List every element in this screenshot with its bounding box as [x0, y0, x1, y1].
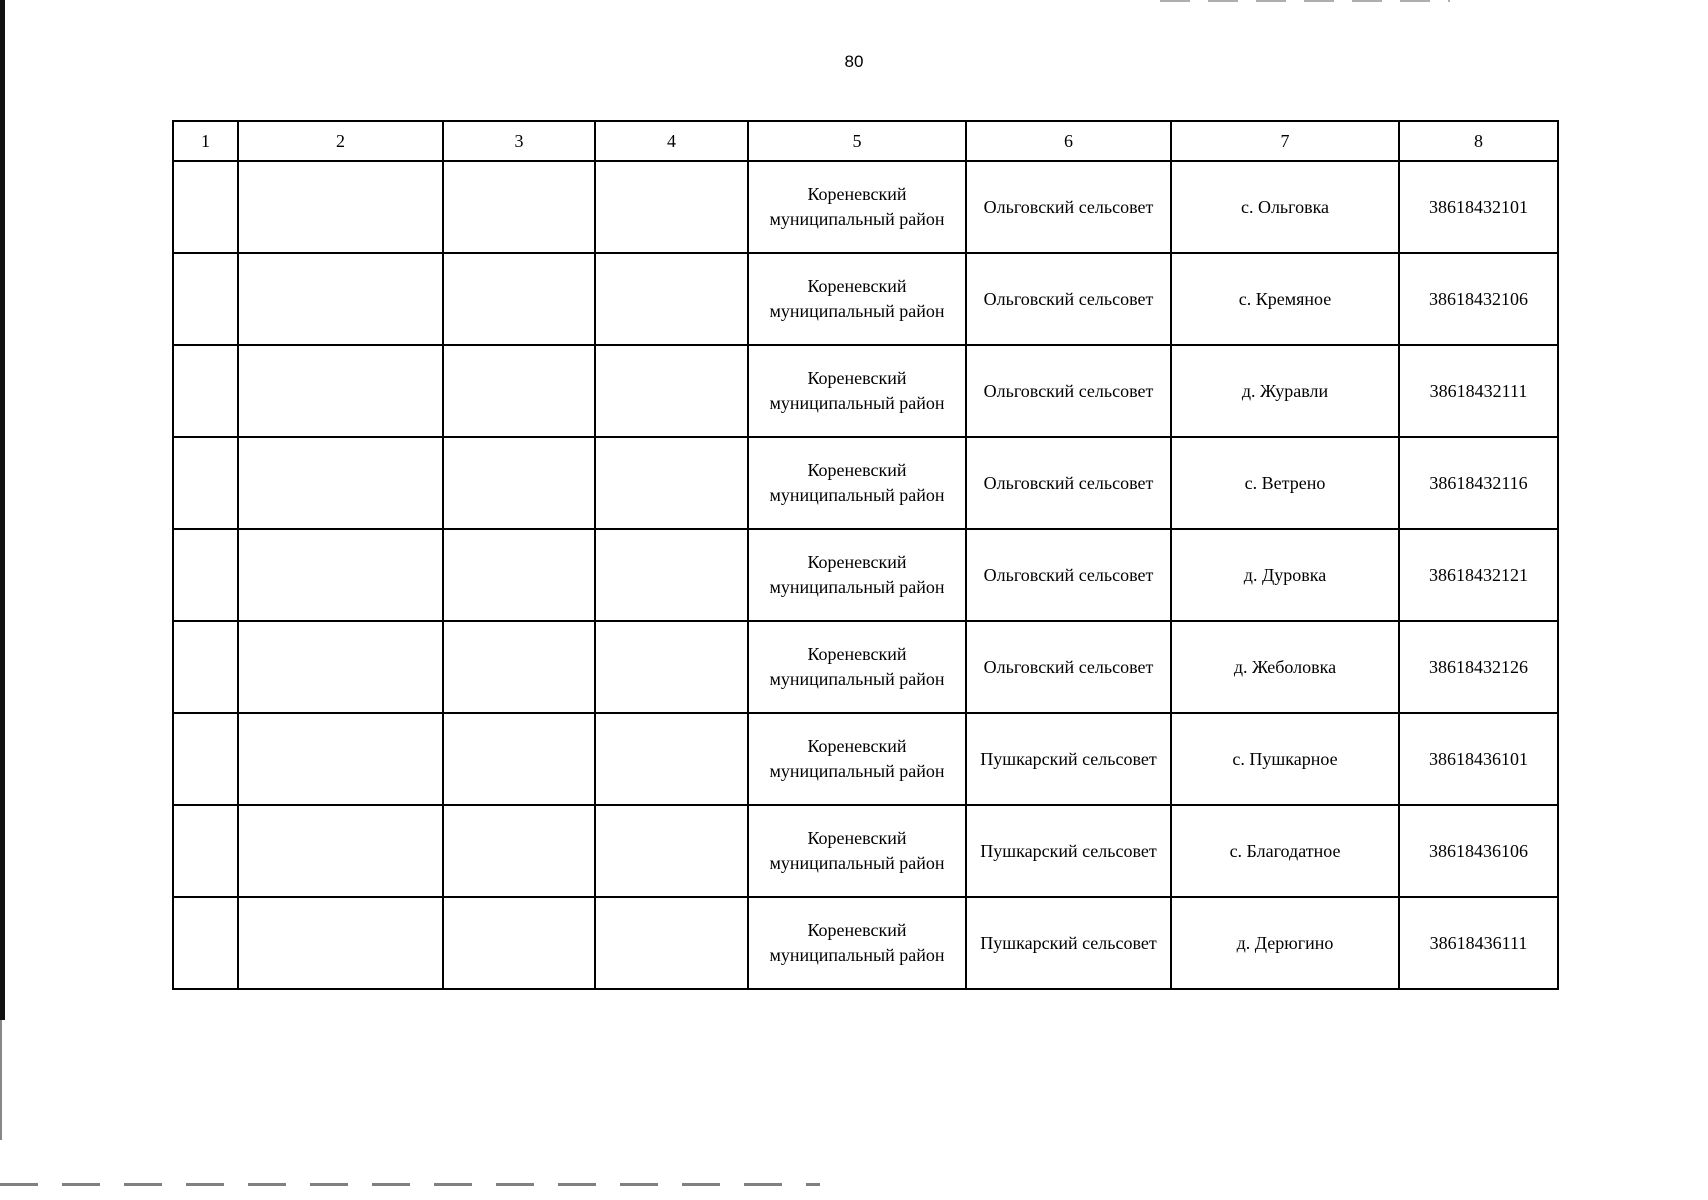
cell-col-1: [173, 345, 238, 437]
cell-col-2: [238, 161, 443, 253]
cell-col-4: [595, 437, 748, 529]
municipal-district-cell: [748, 161, 966, 253]
cell-col-1: [173, 897, 238, 989]
column-header-5: 5: [748, 121, 966, 161]
selsovet-cell: Ольговский сельсовет: [966, 621, 1171, 713]
settlement-cell: с. Пушкарное: [1171, 713, 1399, 805]
oktmo-code-cell: 38618432101: [1399, 161, 1558, 253]
oktmo-code-cell: 38618436101: [1399, 713, 1558, 805]
district-name: Кореневский: [807, 276, 907, 296]
column-header-8: 8: [1399, 121, 1558, 161]
cell-col-3: [443, 897, 595, 989]
table-row: [173, 897, 1558, 989]
cell-col-1: [173, 621, 238, 713]
cell-col-3: [443, 437, 595, 529]
settlement-cell: д. Журавли: [1171, 345, 1399, 437]
district-type: муниципальный район: [769, 577, 945, 597]
municipal-district-cell: [748, 621, 966, 713]
district-name: Кореневский: [807, 736, 907, 756]
oktmo-code-cell: 38618432121: [1399, 529, 1558, 621]
cell-col-4: [595, 345, 748, 437]
cell-col-3: [443, 161, 595, 253]
column-header-2: 2: [238, 121, 443, 161]
table-row: [173, 529, 1558, 621]
municipal-district-cell: [748, 897, 966, 989]
column-header-1: 1: [173, 121, 238, 161]
cell-col-2: [238, 529, 443, 621]
column-header-3: 3: [443, 121, 595, 161]
cell-col-4: [595, 253, 748, 345]
cell-col-2: [238, 621, 443, 713]
table-row: [173, 621, 1558, 713]
selsovet-cell: Ольговский сельсовет: [966, 529, 1171, 621]
municipal-district-cell: [748, 529, 966, 621]
municipal-district-cell: [748, 713, 966, 805]
oktmo-code-cell: 38618432111: [1399, 345, 1558, 437]
district-type: муниципальный район: [769, 209, 945, 229]
selsovet-cell: Пушкарский сельсовет: [966, 713, 1171, 805]
page-number: 80: [844, 52, 864, 71]
district-type: муниципальный район: [769, 945, 945, 965]
district-type: муниципальный район: [769, 393, 945, 413]
cell-col-2: [238, 897, 443, 989]
cell-col-2: [238, 437, 443, 529]
cell-col-2: [238, 805, 443, 897]
cell-col-4: [595, 713, 748, 805]
district-name: Кореневский: [807, 920, 907, 940]
district-name: Кореневский: [807, 184, 907, 204]
table-row: [173, 253, 1558, 345]
cell-col-1: [173, 161, 238, 253]
selsovet-cell: Ольговский сельсовет: [966, 345, 1171, 437]
cell-col-3: [443, 713, 595, 805]
column-header-6: 6: [966, 121, 1171, 161]
cell-col-2: [238, 345, 443, 437]
scan-left-edge: [0, 0, 5, 1020]
selsovet-cell: Ольговский сельсовет: [966, 253, 1171, 345]
settlement-cell: с. Ольговка: [1171, 161, 1399, 253]
cell-col-4: [595, 897, 748, 989]
register-table: [172, 120, 1559, 990]
selsovet-cell: Пушкарский сельсовет: [966, 805, 1171, 897]
cell-col-1: [173, 713, 238, 805]
municipal-district-cell: [748, 345, 966, 437]
cell-col-3: [443, 253, 595, 345]
oktmo-code-cell: 38618432116: [1399, 437, 1558, 529]
column-header-7: 7: [1171, 121, 1399, 161]
column-header-4: 4: [595, 121, 748, 161]
district-type: муниципальный район: [769, 485, 945, 505]
table-row: [173, 437, 1558, 529]
oktmo-code-cell: 38618436111: [1399, 897, 1558, 989]
district-type: муниципальный район: [769, 301, 945, 321]
cell-col-1: [173, 805, 238, 897]
table-row: [173, 345, 1558, 437]
cell-col-4: [595, 621, 748, 713]
cell-col-3: [443, 529, 595, 621]
oktmo-code-cell: 38618432106: [1399, 253, 1558, 345]
district-name: Кореневский: [807, 644, 907, 664]
district-name: Кореневский: [807, 552, 907, 572]
district-name: Кореневский: [807, 460, 907, 480]
cell-col-4: [595, 161, 748, 253]
district-type: муниципальный район: [769, 669, 945, 689]
municipal-district-cell: [748, 253, 966, 345]
table-row: [173, 805, 1558, 897]
scan-top-artifact: [1160, 0, 1450, 2]
cell-col-2: [238, 253, 443, 345]
cell-col-3: [443, 345, 595, 437]
oktmo-code-cell: 38618436106: [1399, 805, 1558, 897]
settlement-cell: с. Благодатное: [1171, 805, 1399, 897]
cell-col-1: [173, 529, 238, 621]
table-header-row: [173, 121, 1558, 161]
scan-bottom-artifact: [0, 1183, 820, 1186]
district-type: муниципальный район: [769, 853, 945, 873]
district-name: Кореневский: [807, 368, 907, 388]
settlement-cell: с. Кремяное: [1171, 253, 1399, 345]
settlement-cell: д. Жеболовка: [1171, 621, 1399, 713]
cell-col-4: [595, 805, 748, 897]
municipal-district-cell: [748, 437, 966, 529]
cell-col-4: [595, 529, 748, 621]
cell-col-3: [443, 621, 595, 713]
selsovet-cell: Ольговский сельсовет: [966, 161, 1171, 253]
oktmo-code-cell: 38618432126: [1399, 621, 1558, 713]
municipal-district-cell: [748, 805, 966, 897]
table-row: [173, 713, 1558, 805]
cell-col-1: [173, 437, 238, 529]
settlement-cell: с. Ветрено: [1171, 437, 1399, 529]
settlement-cell: д. Дуровка: [1171, 529, 1399, 621]
table-row: [173, 161, 1558, 253]
district-type: муниципальный район: [769, 761, 945, 781]
cell-col-3: [443, 805, 595, 897]
scan-left-edge-faint: [0, 1020, 2, 1140]
selsovet-cell: Ольговский сельсовет: [966, 437, 1171, 529]
settlement-cell: д. Дерюгино: [1171, 897, 1399, 989]
cell-col-2: [238, 713, 443, 805]
district-name: Кореневский: [807, 828, 907, 848]
selsovet-cell: Пушкарский сельсовет: [966, 897, 1171, 989]
cell-col-1: [173, 253, 238, 345]
